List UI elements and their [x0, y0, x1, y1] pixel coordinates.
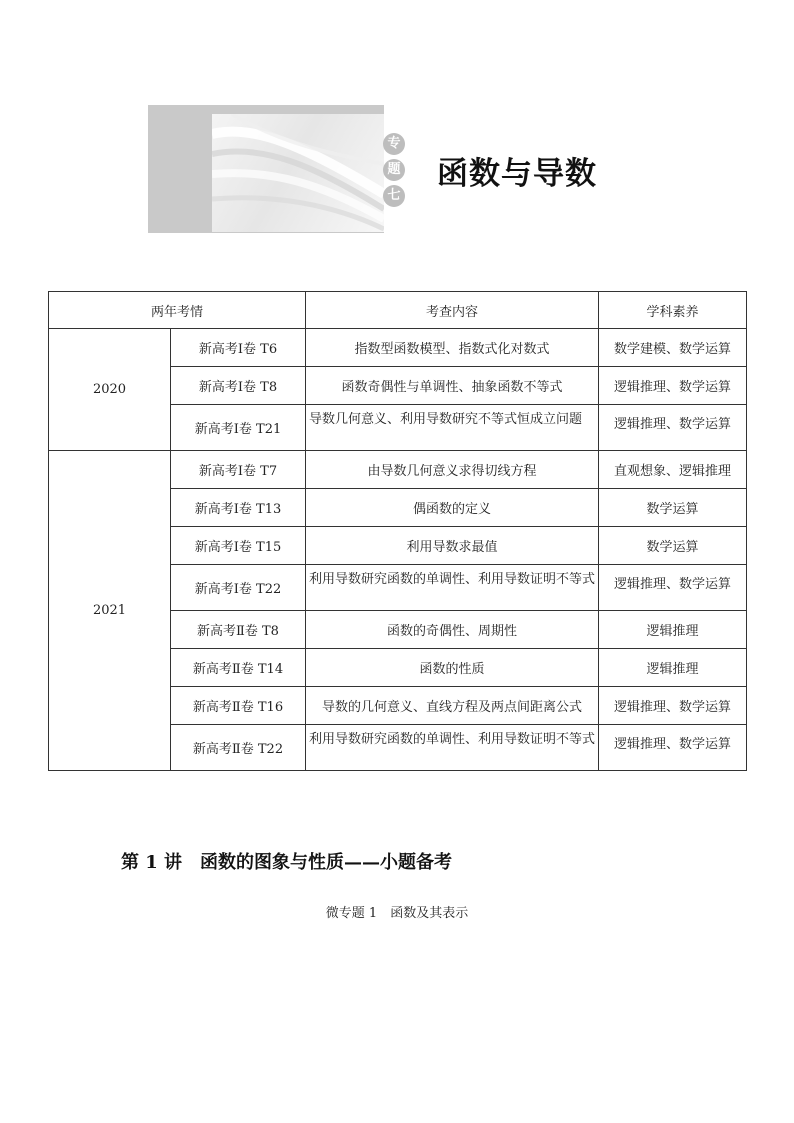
literacy-cell: 逻辑推理、数学运算: [599, 565, 747, 611]
literacy-cell: 逻辑推理、数学运算: [599, 405, 747, 451]
badge-char: 七: [383, 185, 405, 207]
content-cell: 利用导数研究函数的单调性、利用导数证明不等式: [306, 725, 599, 771]
literacy-cell: 直观想象、逻辑推理: [599, 451, 747, 489]
content-cell: 函数的性质: [306, 649, 599, 687]
content-cell: 函数奇偶性与单调性、抽象函数不等式: [306, 367, 599, 405]
chapter-banner: [148, 105, 384, 233]
exam-cell: 新高考Ⅱ卷 T14: [171, 649, 306, 687]
exam-cell: 新高考Ⅱ卷 T16: [171, 687, 306, 725]
exam-cell: 新高考Ⅰ卷 T7: [171, 451, 306, 489]
exam-cell: 新高考Ⅱ卷 T22: [171, 725, 306, 771]
content-cell: 利用导数研究函数的单调性、利用导数证明不等式: [306, 565, 599, 611]
table-row: [49, 451, 747, 489]
content-cell: 由导数几何意义求得切线方程: [306, 451, 599, 489]
year-cell: 2021: [49, 451, 171, 771]
badge-char: 专: [383, 133, 405, 155]
content-cell: 指数型函数模型、指数式化对数式: [306, 329, 599, 367]
table-row: [49, 329, 747, 367]
header-cell: 考查内容: [306, 292, 599, 329]
exam-cell: 新高考Ⅰ卷 T8: [171, 367, 306, 405]
content-cell: 利用导数求最值: [306, 527, 599, 565]
literacy-cell: 逻辑推理、数学运算: [599, 367, 747, 405]
exam-cell: 新高考Ⅰ卷 T21: [171, 405, 306, 451]
exam-cell: 新高考Ⅰ卷 T22: [171, 565, 306, 611]
badge-char: 题: [383, 159, 405, 181]
lecture-title: 第 1 讲 函数的图象与性质——小题备考: [121, 852, 453, 873]
literacy-cell: 数学建模、数学运算: [599, 329, 747, 367]
literacy-cell: 逻辑推理: [599, 611, 747, 649]
banner-wave-image: [212, 114, 384, 232]
exam-cell: 新高考Ⅱ卷 T8: [171, 611, 306, 649]
exam-analysis-table: [48, 291, 747, 771]
exam-cell: 新高考Ⅰ卷 T15: [171, 527, 306, 565]
content-cell: 导数的几何意义、直线方程及两点间距离公式: [306, 687, 599, 725]
literacy-cell: 逻辑推理、数学运算: [599, 725, 747, 771]
exam-cell: 新高考Ⅰ卷 T13: [171, 489, 306, 527]
literacy-cell: 数学运算: [599, 527, 747, 565]
sub-topic-title: 微专题 1 函数及其表示: [325, 906, 469, 921]
literacy-cell: 逻辑推理、数学运算: [599, 687, 747, 725]
year-cell: 2020: [49, 329, 171, 451]
header-cell: 学科素养: [599, 292, 747, 329]
content-cell: 导数几何意义、利用导数研究不等式恒成立问题: [306, 405, 599, 451]
chapter-title: 函数与导数: [437, 156, 597, 192]
content-cell: 偶函数的定义: [306, 489, 599, 527]
table-header-row: [49, 292, 747, 329]
literacy-cell: 数学运算: [599, 489, 747, 527]
literacy-cell: 逻辑推理: [599, 649, 747, 687]
header-cell: 两年考情: [49, 292, 306, 329]
exam-cell: 新高考Ⅰ卷 T6: [171, 329, 306, 367]
content-cell: 函数的奇偶性、周期性: [306, 611, 599, 649]
